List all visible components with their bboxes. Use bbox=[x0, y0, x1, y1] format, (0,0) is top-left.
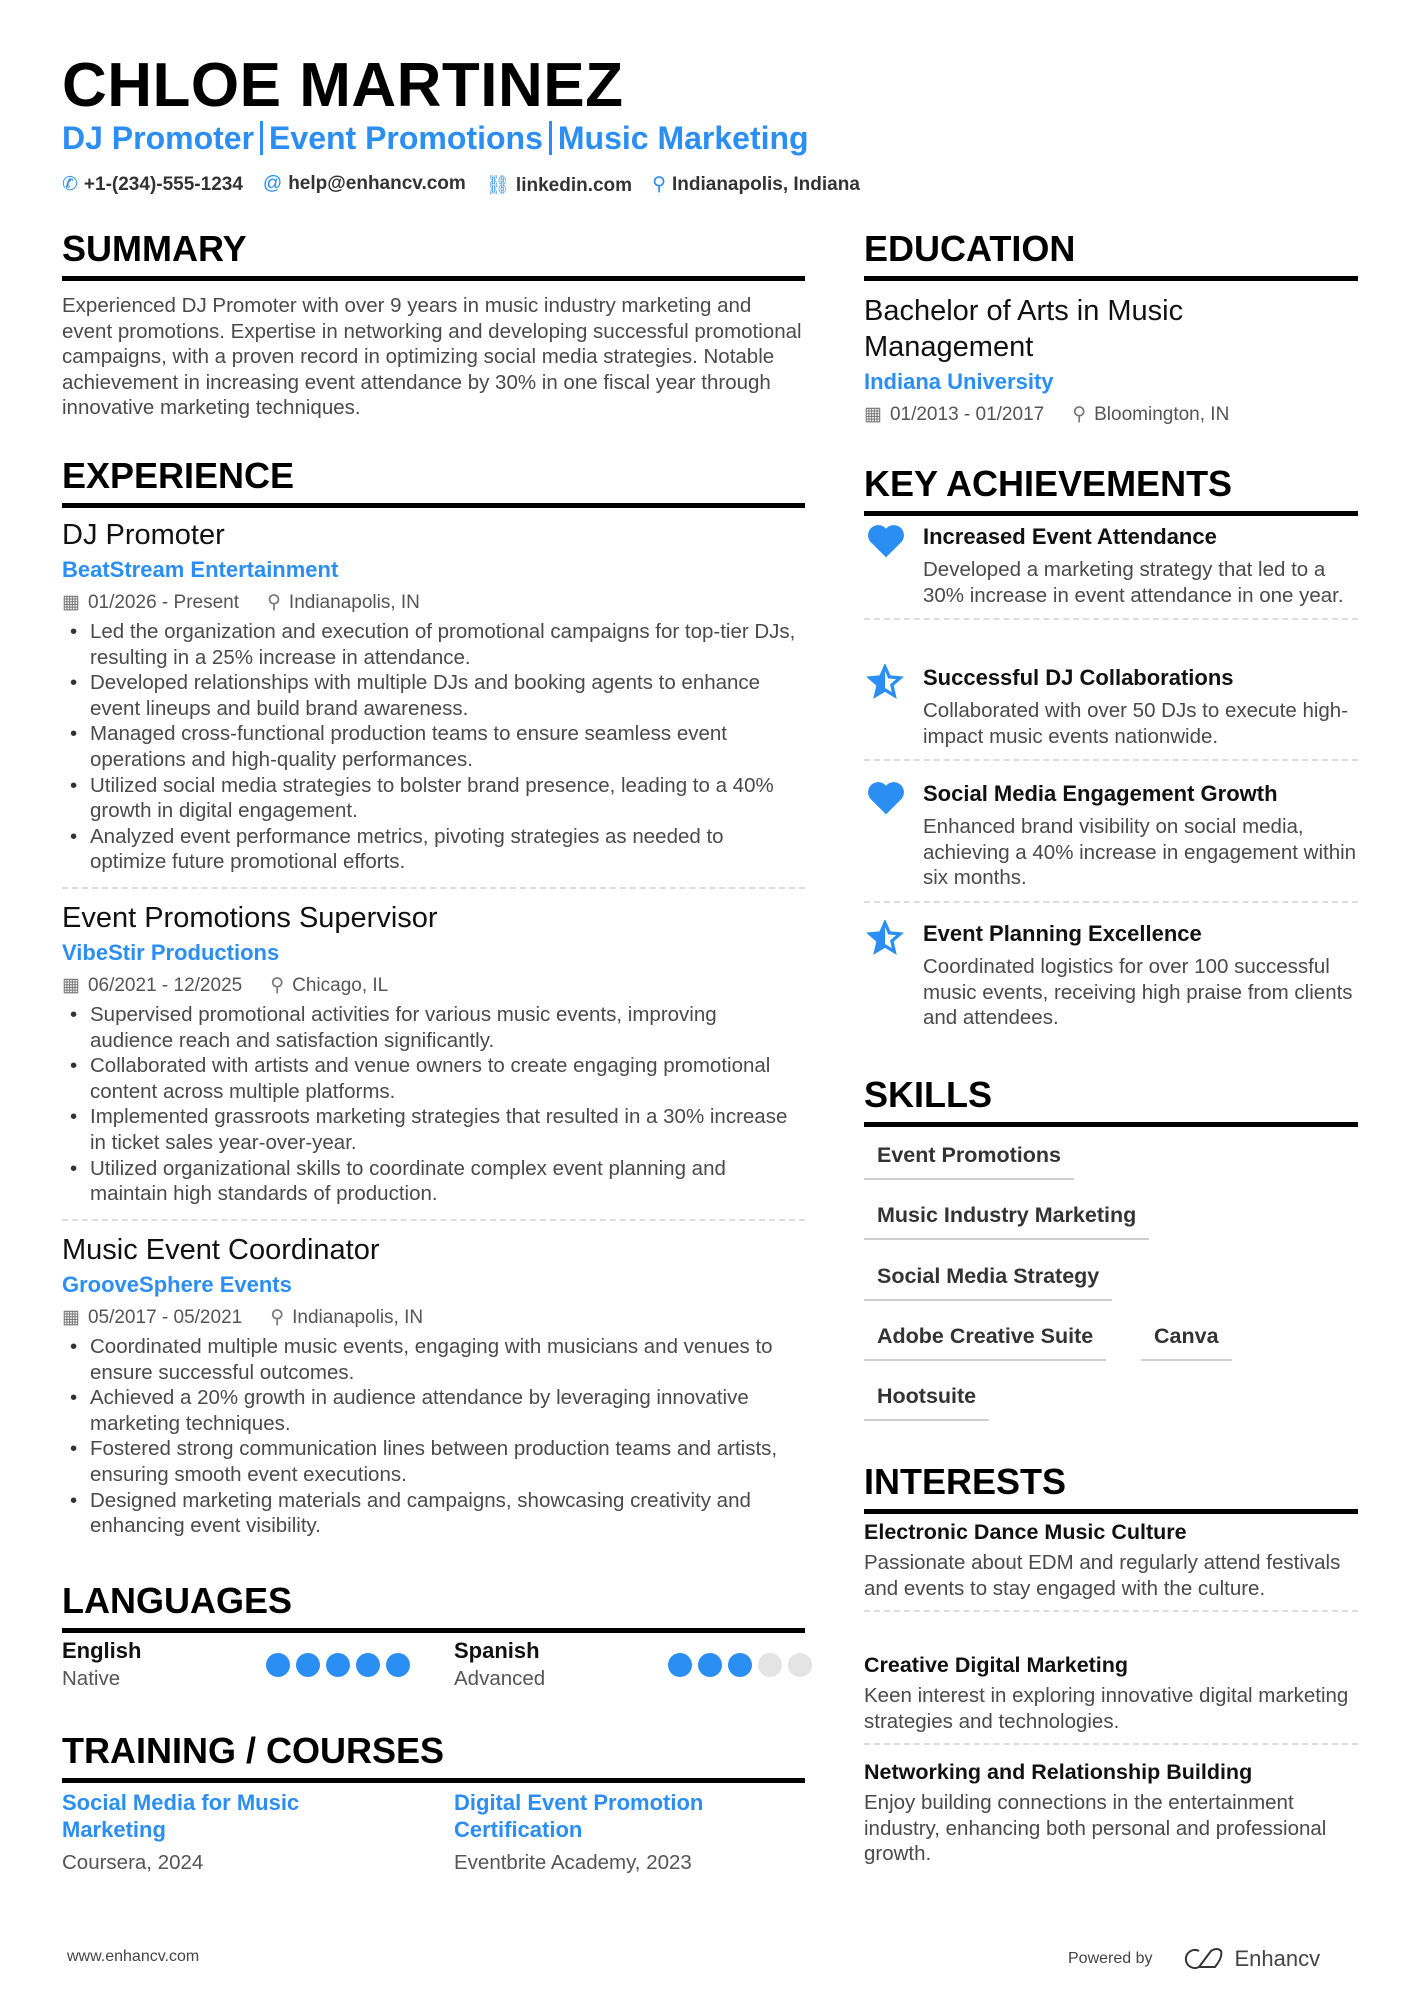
location-pin-icon: ⚲ bbox=[267, 592, 281, 613]
enhancv-logo-icon bbox=[1179, 1947, 1225, 1971]
bullet-item: • Developed relationships with multiple DJs and booking agents to enhance event lineups and build brand awareness. bbox=[62, 670, 805, 721]
language-name: English bbox=[62, 1638, 142, 1663]
interest-item bbox=[864, 1651, 1358, 1745]
dates-text: 06/2021 - 12/2025 bbox=[87, 975, 243, 996]
section-heading: LANGUAGES bbox=[62, 1580, 805, 1633]
bullet-item: • Collaborated with artists and venue owners to create engaging promotional content across multiple platforms. bbox=[62, 1053, 805, 1104]
bullet-item: • Achieved a 20% growth in audience attendance by leveraging innovative marketing techniques. bbox=[62, 1385, 805, 1436]
achievements-section bbox=[864, 463, 1358, 516]
language-level: Advanced bbox=[454, 1667, 546, 1690]
achievement-text: Developed a marketing strategy that led to a 30% increase in event attendance in one year. bbox=[923, 558, 1344, 607]
achievement-item bbox=[864, 523, 1358, 620]
divider bbox=[549, 121, 552, 155]
bullet-list bbox=[62, 1002, 805, 1207]
headline-title: Event Promotions bbox=[269, 120, 543, 156]
achievement-text: Enhanced brand visibility on social media, achieving a 40% increase in engagement within six months. bbox=[923, 815, 1357, 890]
bullet-item: • Analyzed event performance metrics, pivoting strategies as needed to optimize future promotional efforts. bbox=[62, 824, 805, 875]
achievement-text: Coordinated logistics for over 100 successful music events, receiving high praise from clients and attendees. bbox=[923, 955, 1353, 1030]
company-name: VibeStir Productions bbox=[62, 940, 280, 965]
headline-title: DJ Promoter bbox=[62, 120, 255, 156]
bullet-item: • Coordinated multiple music events, engaging with musicians and venues to ensure successful outcomes. bbox=[62, 1334, 805, 1385]
bullet-item: • Fostered strong communication lines between production teams and artists, ensuring smooth event executions. bbox=[62, 1436, 805, 1487]
experience-item bbox=[62, 900, 805, 1221]
section-heading: EDUCATION bbox=[864, 228, 1358, 281]
achievement-content bbox=[923, 523, 1358, 608]
section-heading: INTERESTS bbox=[864, 1461, 1358, 1514]
interests-section bbox=[864, 1461, 1358, 1514]
location-text: Chicago, IL bbox=[292, 975, 389, 996]
summary-text: Experienced DJ Promoter with over 9 years in music industry marketing and event promotions. Expertise in networking and developing successful promotional campaigns, with a proven record in optimizing social media strategies. Notable achievement in increasing event attendance by 30% in one fiscal year through innovative marketing techniques. bbox=[62, 294, 802, 420]
course-provider: Eventbrite Academy, 2023 bbox=[454, 1851, 692, 1874]
phone-icon: ✆ bbox=[62, 174, 78, 195]
achievement-content bbox=[923, 920, 1358, 1031]
contact-bar bbox=[62, 173, 860, 197]
location-pin-icon: ⚲ bbox=[270, 1307, 285, 1328]
experience-section bbox=[62, 455, 805, 508]
course-provider: Coursera, 2024 bbox=[62, 1851, 204, 1874]
language-item bbox=[454, 1637, 805, 1693]
headline bbox=[62, 120, 809, 157]
achievement-title: Successful DJ Collaborations bbox=[923, 665, 1234, 690]
interest-text: Enjoy building connections in the entertainment industry, enhancing both personal and professional growth. bbox=[864, 1791, 1327, 1866]
job-location bbox=[270, 1302, 423, 1334]
job-meta bbox=[62, 1302, 805, 1334]
interest-title: Networking and Relationship Building bbox=[864, 1760, 1253, 1784]
language-name: Spanish bbox=[454, 1638, 540, 1663]
company-name: BeatStream Entertainment bbox=[62, 557, 339, 582]
rating-dot bbox=[296, 1653, 320, 1677]
contact-phone[interactable]: ✆ +1-(234)-555-1234 bbox=[62, 174, 243, 195]
section-heading: TRAINING / COURSES bbox=[62, 1730, 805, 1783]
interest-title: Electronic Dance Music Culture bbox=[864, 1520, 1187, 1544]
divider bbox=[62, 1219, 805, 1221]
rating-dot bbox=[356, 1653, 380, 1677]
contact-location: ⚲ Indianapolis, Indiana bbox=[652, 174, 860, 195]
dates-text: 01/2026 - Present bbox=[87, 592, 239, 613]
bullet-list bbox=[62, 1334, 805, 1539]
experience-item bbox=[62, 1232, 805, 1539]
dates-text: 05/2017 - 05/2021 bbox=[87, 1307, 243, 1328]
link-icon: ⛓ bbox=[485, 175, 510, 196]
divider bbox=[864, 759, 1358, 761]
headline-title: Music Marketing bbox=[557, 120, 809, 156]
bullet-item: • Managed cross-functional production teams to ensure seamless event operations and high-quality performances. bbox=[62, 721, 805, 772]
achievement-item bbox=[864, 920, 1358, 1031]
achievement-title: Event Planning Excellence bbox=[923, 921, 1202, 946]
skill-tag: Social Media Strategy bbox=[864, 1264, 1112, 1301]
bullet-list bbox=[62, 619, 805, 875]
language-level: Native bbox=[62, 1667, 121, 1690]
skill-tag: Music Industry Marketing bbox=[864, 1203, 1149, 1240]
degree: Bachelor of Arts in Music Management bbox=[864, 295, 1184, 363]
section-heading: KEY ACHIEVEMENTS bbox=[864, 463, 1358, 516]
rating-dot bbox=[728, 1653, 752, 1677]
bullet-item: • Supervised promotional activities for various music events, improving audience reach and satisfaction significantly. bbox=[62, 1002, 805, 1053]
location-pin-icon: ⚲ bbox=[270, 975, 285, 996]
achievement-title: Social Media Engagement Growth bbox=[923, 781, 1278, 806]
job-title: Music Event Coordinator bbox=[62, 1234, 380, 1266]
bullet-item: • Utilized organizational skills to coordinate complex event planning and maintain high standards of production. bbox=[62, 1156, 805, 1207]
skill-tag: Adobe Creative Suite bbox=[864, 1324, 1106, 1361]
section-heading: SKILLS bbox=[864, 1074, 1358, 1127]
job-location bbox=[267, 587, 420, 619]
achievement-item bbox=[864, 780, 1358, 903]
job-meta bbox=[62, 587, 805, 619]
rating-dot bbox=[668, 1653, 692, 1677]
summary-section bbox=[62, 228, 805, 421]
achievement-text: Collaborated with over 50 DJs to execute high-impact music events nationwide. bbox=[923, 699, 1349, 748]
calendar-icon: ▦ bbox=[864, 404, 882, 425]
divider bbox=[864, 1743, 1358, 1745]
interest-title: Creative Digital Marketing bbox=[864, 1653, 1129, 1677]
interest-text: Passionate about EDM and regularly attend festivals and events to stay engaged with the culture. bbox=[864, 1551, 1341, 1600]
star-icon bbox=[866, 664, 904, 705]
star-icon bbox=[866, 920, 904, 961]
experience-item bbox=[62, 517, 805, 889]
skill-tag: Event Promotions bbox=[864, 1143, 1074, 1180]
divider bbox=[62, 887, 805, 889]
contact-email[interactable]: @ help@enhancv.com bbox=[262, 173, 466, 194]
heart-icon bbox=[866, 523, 906, 564]
rating-dot bbox=[386, 1653, 410, 1677]
section-heading: EXPERIENCE bbox=[62, 455, 805, 508]
achievement-title: Increased Event Attendance bbox=[923, 524, 1217, 549]
divider bbox=[864, 618, 1358, 620]
bullet-item: • Implemented grassroots marketing strategies that resulted in a 30% increase in ticket sales year-over-year. bbox=[62, 1104, 805, 1155]
at-icon: @ bbox=[262, 173, 283, 194]
interest-text: Keen interest in exploring innovative digital marketing strategies and technologies. bbox=[864, 1684, 1349, 1733]
divider bbox=[260, 121, 263, 155]
divider bbox=[864, 901, 1358, 903]
divider bbox=[864, 1610, 1358, 1612]
interest-item bbox=[864, 1758, 1358, 1867]
bullet-item: • Led the organization and execution of promotional campaigns for top-tier DJs, resulting in a 25% increase in attendance. bbox=[62, 619, 805, 670]
school: Indiana University bbox=[864, 369, 1054, 394]
skill-tag: Canva bbox=[1141, 1324, 1232, 1361]
education-meta: ▦ 01/2013 - 01/2017 ⚲ Bloomington, IN bbox=[864, 404, 1230, 425]
job-dates bbox=[62, 970, 242, 1002]
language-item bbox=[62, 1637, 413, 1693]
achievement-item bbox=[864, 664, 1358, 761]
training-section bbox=[62, 1730, 805, 1783]
footer-website[interactable]: www.enhancv.com bbox=[67, 1948, 200, 1965]
location-pin-icon: ⚲ bbox=[1072, 404, 1087, 425]
job-dates bbox=[62, 1302, 242, 1334]
course-item bbox=[62, 1789, 382, 1877]
rating-dot bbox=[788, 1653, 812, 1677]
job-title: DJ Promoter bbox=[62, 519, 225, 551]
rating-dot bbox=[758, 1653, 782, 1677]
job-dates bbox=[62, 587, 239, 619]
company-name: GrooveSphere Events bbox=[62, 1272, 292, 1297]
calendar-icon: ▦ bbox=[62, 592, 80, 613]
brand-name: Enhancv bbox=[1234, 1946, 1321, 1971]
location-text: Indianapolis, IN bbox=[288, 592, 420, 613]
job-title: Event Promotions Supervisor bbox=[62, 902, 438, 934]
candidate-name: CHLOE MARTINEZ bbox=[62, 51, 624, 120]
calendar-icon: ▦ bbox=[62, 975, 80, 996]
rating-dot bbox=[698, 1653, 722, 1677]
course-title: Digital Event Promotion Certification bbox=[454, 1790, 704, 1842]
skills-section bbox=[864, 1074, 1358, 1127]
achievement-content bbox=[923, 664, 1358, 749]
heart-icon bbox=[866, 780, 906, 821]
course-item bbox=[454, 1789, 774, 1877]
interest-item bbox=[864, 1518, 1358, 1612]
location-text: Indianapolis, IN bbox=[292, 1307, 424, 1328]
course-title: Social Media for Music Marketing bbox=[62, 1790, 300, 1842]
powered-by-label: Powered by bbox=[1068, 1950, 1153, 1967]
language-rating bbox=[668, 1653, 812, 1677]
job-meta bbox=[62, 970, 805, 1002]
skill-tag: Hootsuite bbox=[864, 1384, 989, 1421]
language-rating bbox=[266, 1653, 410, 1677]
section-heading: SUMMARY bbox=[62, 228, 805, 281]
calendar-icon: ▦ bbox=[62, 1307, 80, 1328]
footer-branding bbox=[1068, 1946, 1320, 1972]
education-section bbox=[864, 228, 1358, 431]
location-pin-icon: ⚲ bbox=[652, 174, 666, 195]
achievement-content bbox=[923, 780, 1358, 891]
job-location bbox=[270, 970, 388, 1002]
bullet-item: • Utilized social media strategies to bolster brand presence, leading to a 40% growth in digital engagement. bbox=[62, 773, 805, 824]
bullet-item: • Designed marketing materials and campaigns, showcasing creativity and enhancing event visibility. bbox=[62, 1488, 805, 1539]
languages-section bbox=[62, 1580, 805, 1633]
contact-linkedin[interactable]: ⛓ linkedin.com bbox=[485, 175, 633, 196]
rating-dot bbox=[326, 1653, 350, 1677]
rating-dot bbox=[266, 1653, 290, 1677]
